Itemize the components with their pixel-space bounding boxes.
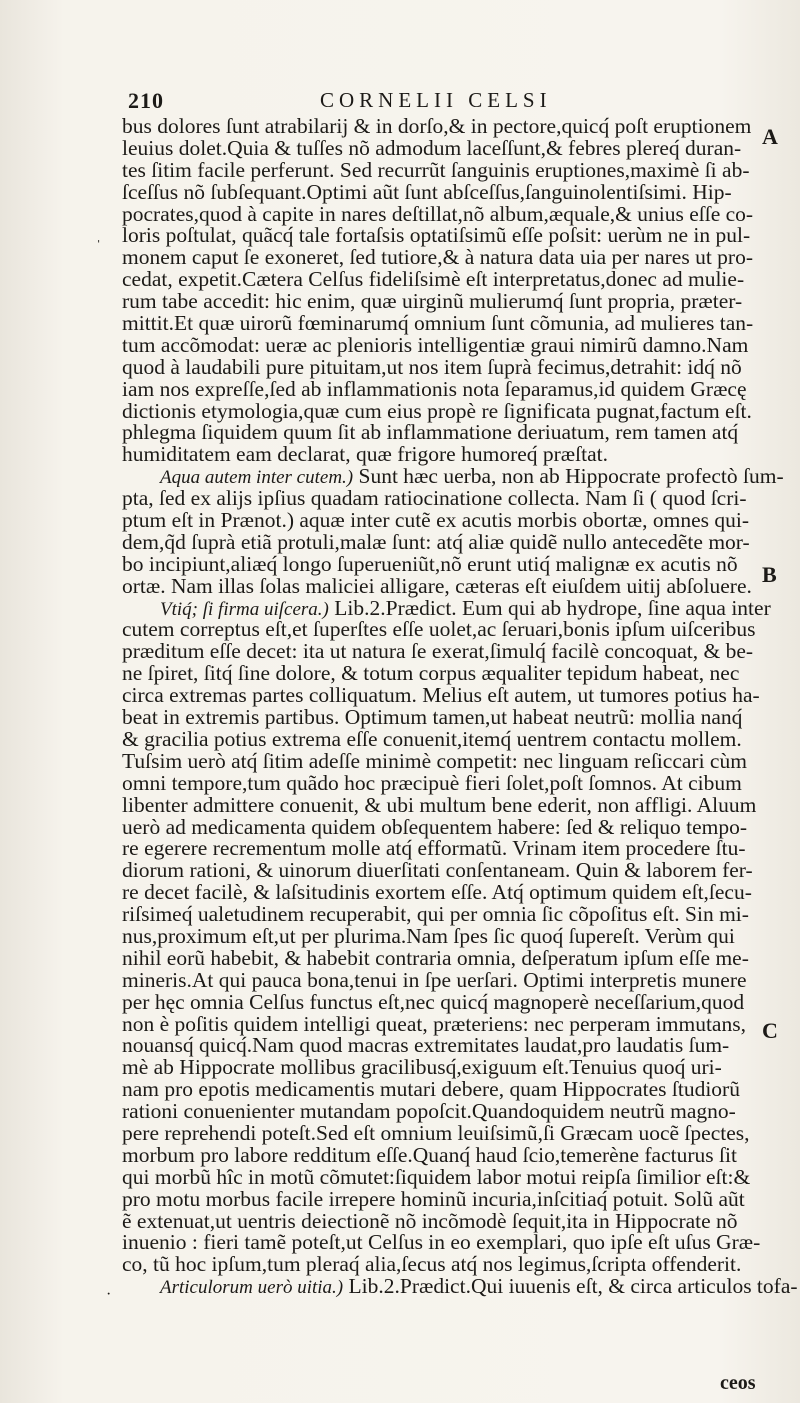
line-text: & gracilia potius extrema eſſe conuenit,itemq́ uentrem contactu mollem. (122, 726, 742, 751)
body-text (122, 114, 798, 1299)
text-line (122, 945, 770, 970)
text-line (122, 313, 770, 335)
line-text: mè ab Hippocrate mollibus gracilibusq́,exiguum eſt.Tenuius quoq́ uri- (122, 1055, 722, 1080)
line-text: leuius dolet.Quia & tuſſes nõ admodum laceſſunt,& febres plereq́ duran- (122, 135, 742, 160)
page-header (128, 88, 688, 116)
line-text: omni tempore,tum quãdo hoc præcipuè fieri ſolet,poſt ſomnos. At cibum (122, 770, 742, 795)
text-line (122, 663, 770, 685)
text-line (122, 882, 770, 904)
text-line (122, 792, 770, 817)
text-line (122, 225, 770, 247)
line-text: Sunt hæc uerba, non ab Hippocrate profectò ſum- (353, 464, 784, 489)
line-text: pere reprehendi poteſt.Sed eſt omnium leuiſsimũ,ſi Græcam uocẽ ſpectes, (122, 1120, 750, 1145)
line-text: nus,proximum eſt,ut per plurima.Nam ſpes ſic quoq́ ſupereſt. Verùm qui (122, 923, 735, 948)
text-line (122, 116, 770, 138)
line-text: pro motu morbus facile irrepere hominũ incuria,inſcitiaq́ potuit. Solũ aũt (122, 1186, 745, 1211)
line-text: pocrates,quod à capite in nares deſtillat,nõ album,æquale,& unius eſſe co- (122, 201, 754, 226)
line-text: nouansq́ quicq́.Nam quod macras extremitates laudat,pro laudatis ſum- (122, 1033, 730, 1058)
text-line (122, 1186, 770, 1211)
line-text: pta, ſed ex alijs ipſius quadam ratiocinatione collecta. Nam ſi ( quod ſcri- (122, 486, 747, 511)
line-text: ẽ extenuat,ut uentris deiectionẽ nõ incõmodè ſequit,ita in Hippocrate nõ (122, 1208, 738, 1233)
text-line (122, 1057, 770, 1079)
line-text: bo incipiunt,aliæq́ longo ſuperueniũt,nõ erunt utiq́ malignæ ex acutis nõ (122, 551, 738, 576)
text-line (122, 135, 770, 160)
line-text: Lib.2.Prædict.Qui iuuenis eſt, & circa articulos tofa- (343, 1274, 798, 1299)
ink-speck: · (106, 1286, 112, 1303)
line-text: ptum eſt in Prænot.) aquæ inter cutẽ ex acutis morbis obortæ, omnes qui- (122, 508, 749, 533)
text-line (122, 860, 770, 882)
text-line (122, 332, 770, 357)
text-line (122, 354, 770, 379)
text-line (122, 1035, 770, 1057)
lemma-heading: Aqua autem inter cutem.) (160, 467, 354, 489)
line-text: rum tabe accedit: hic enim, quæ uirginũ mulierumq́ ſunt propria, præter- (122, 289, 743, 314)
margin-letter-a: A (762, 124, 778, 149)
text-line (122, 422, 770, 444)
text-line (122, 1079, 770, 1101)
line-text: mineris.At qui pauca bona,tenui in ſpe uerſari. Optimi interpretis munere (122, 967, 747, 992)
text-line (122, 510, 770, 532)
line-text: cutem correptus eſt,et ſuperſtes eſſe uolet,ac ſeruari,bonis ipſum uiſceribus (122, 617, 756, 642)
lemma-heading: Articulorum uerò uitia.) (160, 1277, 344, 1299)
line-text: loris poſtulat, quãcq́ tale fortaſsis optatiſsimũ eſſe poſsit: uerùm ne in pul- (122, 223, 751, 248)
text-line (122, 1101, 770, 1123)
text-line (122, 1011, 770, 1036)
text-line (122, 707, 770, 729)
line-text: ortæ. Nam illas ſolas maliciei alligare, cæteras eſt eiuſdem uitij abſoluere. (122, 573, 752, 598)
line-text: tes ſitim facile perferunt. Sed recurrũt ſanguinis eruptiones,maximè ſi ab- (122, 157, 750, 182)
line-text: libenter admittere conuenit, & ubi multum bene ederit, non affligi. Aluum (122, 792, 757, 817)
text-line (122, 1164, 770, 1189)
line-text: humiditatem eam declarat, quæ frigore humoreq́ præſtat. (122, 442, 608, 467)
line-text: Tuſsim uerò atq́ ſitim adeſſe minimè competit: nec linguam reſiccari cùm (122, 748, 747, 773)
text-line (122, 1142, 770, 1167)
line-text: rationi conuenienter mutandam popoſcit.Quandoquidem neutrũ magno- (122, 1099, 736, 1124)
text-line (122, 726, 770, 751)
line-text: mittit.Et quæ uirorũ fœminarumq́ omnium ſunt cõmunia, ad mulieres tan- (122, 311, 754, 336)
text-line (122, 814, 770, 839)
lemma-heading: Vtiq́; ſi firma uiſcera.) (160, 598, 329, 620)
line-text: re egerere recrementum molle atq́ efformatũ. Vrinam item procedere ſtu- (122, 836, 746, 861)
line-text: tum accõmodat: ueræ ac plenioris intelligentiæ graui nimirũ damno.Nam (122, 332, 749, 357)
text-line (122, 179, 770, 204)
line-text: monem caput ſe exoneret, ſed tutiore,& à natura data uia per nares ut pro- (122, 245, 754, 270)
line-text: beat in extremis partibus. Optimum tamen,ut habeat neutrũ: mollia nanq́ (122, 705, 743, 730)
line-text: cedat, expetit.Cætera Celſus fideliſsimè eſt interpretatus,donec ad mulie- (122, 267, 745, 292)
folio-number: 210 (128, 88, 164, 113)
text-line (122, 641, 770, 663)
text-line (122, 464, 784, 489)
line-text: nihil eorũ habebit, & habebit contraria omnia, deſperatum ipſum eſſe me- (122, 945, 749, 970)
text-line (122, 398, 770, 423)
line-text: phlegma ſiquidem quum ſit ab inflammatione deriuatum, rem tamen atq́ (122, 420, 739, 445)
line-text: co, tũ hoc ipſum,tum pleraq́ alia,ſecus atq́ nos legimus,ſcripta offenderit. (122, 1252, 742, 1277)
line-text: dictionis etymologia,quæ cum eius propè re ſignificata pugnat,factum eſt. (122, 398, 752, 423)
text-line (122, 1232, 770, 1254)
ink-speck: ˈ (96, 238, 102, 255)
margin-letter-b: B (762, 562, 777, 587)
line-text: morbum pro labore redditum eſſe.Quanq́ haud ſcio,temerène facturus ſit (122, 1142, 737, 1167)
text-line (122, 269, 770, 291)
line-text: non è poſitis quidem intelligi queat, præteriens: nec perperam immutans, (122, 1011, 746, 1036)
line-text: riſsimeq́ ualetudinem recuperabit, qui per omnia ſic cõpoſitus eſt. Sin mi- (122, 902, 749, 927)
line-text: re decet facilè, & laſsitudinis exortem eſſe. Atq́ optimum quidem eſt,ſecu- (122, 880, 752, 905)
line-text: præditum eſſe decet: ita ut natura ſe exerat,ſimulq́ facilè concoquat, & be- (122, 639, 754, 664)
text-line (122, 376, 770, 401)
text-line (122, 1274, 798, 1299)
line-text: quod à laudabili pure pituitam,ut nos item ſuprà fecimus,detrahit: idq́ nõ (122, 354, 742, 379)
line-text: inuenio : fieri tamẽ poteſt,ut Celſus in eo exemplari, quo ipſe eſt uſus Græ- (122, 1230, 761, 1255)
text-line (122, 1120, 770, 1145)
text-line (122, 619, 770, 641)
margin-letter-c: C (762, 1018, 778, 1043)
text-line (122, 685, 770, 707)
line-text: qui morbũ hîc in motũ cõmutet:ſiquidem labor motui reipſa ſimilior eſt:& (122, 1164, 751, 1189)
line-text: nam pro epotis medicamentis mutari debere, quam Hippocrates ſtudiorũ (122, 1077, 740, 1102)
line-text: Lib.2.Prædict. Eum qui ab hydrope, ſine aqua inter (328, 595, 771, 620)
text-line (122, 770, 770, 795)
text-line (122, 1254, 770, 1276)
line-text: per hęc omnia Celſus functus eſt,nec quicq́ magnoperè neceſſarium,quod (122, 989, 745, 1014)
text-line (122, 904, 770, 926)
catchword: ceos (720, 1372, 756, 1394)
text-line (122, 291, 770, 313)
line-text: bus dolores ſunt atrabilarij & in dorſo,& in pectore,quicq́ poſt eruptionem (122, 114, 752, 138)
line-text: ſceſſus nõ ſubſequant.Optimi aũt ſunt abſceſſus,ſanguinolentiſsimi. Hip- (122, 179, 732, 204)
text-line (122, 247, 770, 269)
running-head: CORNELII CELSI (320, 88, 552, 112)
text-line (122, 201, 770, 226)
text-line (122, 967, 770, 992)
text-line (122, 595, 771, 620)
line-text: iam nos expreſſe,ſed ab inflammationis nota ſeparamus,id quidem Græcę (122, 376, 747, 401)
text-line (122, 551, 770, 576)
text-line (122, 1208, 770, 1233)
line-text: circa extremas partes colliquatum. Melius eſt autem, ut tumores potius ha- (122, 683, 760, 708)
line-text: uerò ad medicamenta quidem obſequentem habere: ſed & reliquo tempo- (122, 814, 748, 839)
text-line (122, 529, 770, 554)
text-line (122, 573, 770, 598)
text-line (122, 748, 770, 773)
text-line (122, 989, 770, 1014)
text-line (122, 444, 770, 466)
line-text: diorum rationi, & uinorum diuerſitati conſentaneam. Quin & laborem fer- (122, 858, 753, 883)
text-line (122, 488, 770, 510)
text-line (122, 157, 770, 182)
line-text: dem,q̃d ſuprà etiã protuli,malæ ſunt: atq́ aliæ quidẽ nullo antecedẽte mor- (122, 529, 750, 554)
line-text: ne ſpiret, ſitq́ ſine dolore, & totum corpus æqualiter tepidum habeat, nec (122, 661, 740, 686)
text-line (122, 838, 770, 860)
text-line (122, 923, 770, 948)
